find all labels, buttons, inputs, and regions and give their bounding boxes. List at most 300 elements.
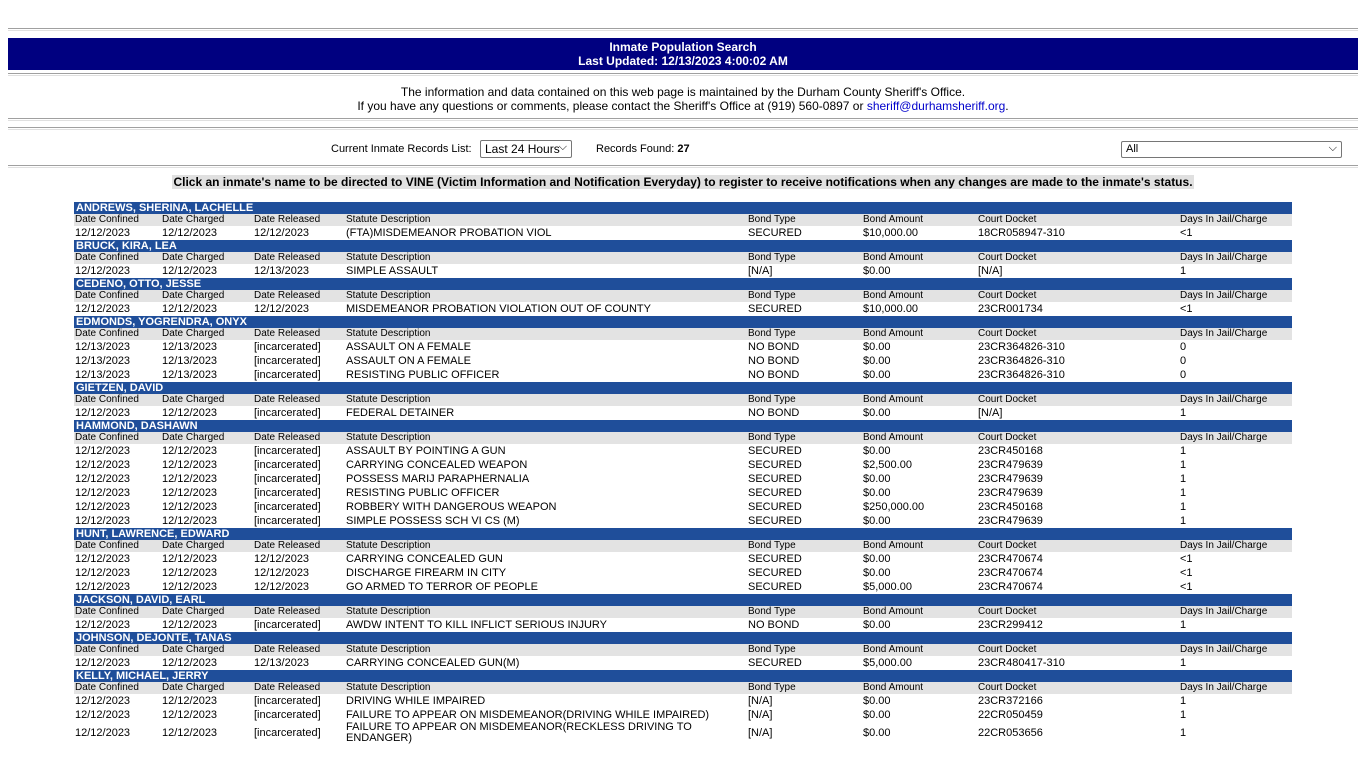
- statute-description-cell: MISDEMEANOR PROBATION VIOLATION OUT OF COUNTY: [346, 302, 651, 315]
- days-in-jail-cell: 1: [1180, 487, 1187, 499]
- statute-description-cell: POSSESS MARIJ PARAPHERNALIA: [346, 472, 530, 485]
- inmate-name-link[interactable]: KELLY, MICHAEL, JERRY: [74, 670, 1292, 682]
- date-charged-cell: 12/12/2023: [162, 459, 218, 471]
- date-released-cell: 12/12/2023: [254, 227, 310, 239]
- date-confined-cell: 12/12/2023: [75, 407, 131, 419]
- column-header-court-docket: Court Docket: [977, 606, 1179, 618]
- column-header-days-in-jail: Days In Jail/Charge: [1179, 290, 1292, 302]
- info-block: [8, 85, 1358, 113]
- column-header-date-charged: Date Charged: [161, 394, 253, 406]
- records-list-select[interactable]: [480, 140, 572, 158]
- column-header-bond-amount: Bond Amount: [862, 328, 977, 340]
- column-header-date-confined: Date Confined: [74, 682, 161, 694]
- statute-description-cell: RESISTING PUBLIC OFFICER: [346, 486, 500, 499]
- info-rule-top: [8, 118, 1358, 121]
- inmate-name-row: [74, 420, 1292, 432]
- chevron-down-icon: ⌵: [1328, 142, 1337, 154]
- days-in-jail-cell: <1: [1180, 581, 1193, 593]
- bond-amount-cell: $10,000.00: [863, 303, 919, 315]
- column-header-bond-type: Bond Type: [747, 540, 862, 552]
- column-header-court-docket: Court Docket: [977, 290, 1179, 302]
- court-docket-cell: 23CR470674: [978, 567, 1043, 579]
- date-charged-cell: 12/12/2023: [162, 727, 218, 739]
- days-in-jail-cell: 1: [1180, 445, 1187, 457]
- bond-amount-cell: $0.00: [863, 515, 891, 527]
- date-released-cell: [incarcerated]: [254, 501, 321, 513]
- date-confined-cell: 12/12/2023: [75, 657, 131, 669]
- bond-type-cell: [N/A]: [748, 709, 773, 721]
- date-charged-cell: 12/12/2023: [162, 567, 218, 579]
- column-header-bond-amount: Bond Amount: [862, 394, 977, 406]
- column-header-days-in-jail: Days In Jail/Charge: [1179, 394, 1292, 406]
- date-charged-cell: 12/12/2023: [162, 515, 218, 527]
- bond-type-cell: [N/A]: [748, 727, 773, 739]
- days-in-jail-cell: 0: [1180, 341, 1187, 353]
- column-header-statute-description: Statute Description: [345, 328, 747, 340]
- bond-amount-cell: $0.00: [863, 341, 891, 353]
- column-header-bond-type: Bond Type: [747, 682, 862, 694]
- column-header-date-confined: Date Confined: [74, 606, 161, 618]
- bond-type-cell: SECURED: [748, 657, 802, 669]
- bond-amount-cell: $0.00: [863, 407, 891, 419]
- days-in-jail-cell: 1: [1180, 407, 1187, 419]
- column-header-bond-type: Bond Type: [747, 328, 862, 340]
- column-header-date-charged: Date Charged: [161, 432, 253, 444]
- days-in-jail-cell: 1: [1180, 473, 1187, 485]
- date-released-cell: [incarcerated]: [254, 369, 321, 381]
- column-header-date-confined: Date Confined: [74, 252, 161, 264]
- bond-type-cell: NO BOND: [748, 407, 800, 419]
- column-header-row: [74, 432, 1292, 444]
- column-header-court-docket: Court Docket: [977, 644, 1179, 656]
- inmate-name-link[interactable]: EDMONDS, YOGRENDRA, ONYX: [74, 316, 1292, 328]
- date-released-cell: 12/13/2023: [254, 265, 310, 277]
- days-in-jail-cell: 1: [1180, 501, 1187, 513]
- charge-row: [74, 340, 1292, 354]
- column-header-court-docket: Court Docket: [977, 432, 1179, 444]
- bond-amount-cell: $5,000.00: [863, 657, 912, 669]
- court-docket-cell: 23CR479639: [978, 473, 1043, 485]
- column-header-row: [74, 252, 1292, 264]
- info-line-1: The information and data contained on this web page is maintained by the Durham County Sheriff's Office.: [400, 85, 966, 99]
- bond-amount-cell: $0.00: [863, 727, 891, 739]
- date-confined-cell: 12/12/2023: [75, 695, 131, 707]
- column-header-days-in-jail: Days In Jail/Charge: [1179, 682, 1292, 694]
- charge-row: [74, 618, 1292, 632]
- inmate-name-row: [74, 632, 1292, 644]
- date-released-cell: [incarcerated]: [254, 709, 321, 721]
- column-header-court-docket: Court Docket: [977, 214, 1179, 226]
- inmate-name-link[interactable]: BRUCK, KIRA, LEA: [74, 240, 1292, 252]
- email-link[interactable]: sheriff@durhamsheriff.org: [866, 99, 1006, 113]
- date-charged-cell: 12/12/2023: [162, 227, 218, 239]
- charge-row: [74, 580, 1292, 594]
- column-header-date-charged: Date Charged: [161, 682, 253, 694]
- days-in-jail-cell: 1: [1180, 727, 1187, 739]
- column-header-date-confined: Date Confined: [74, 394, 161, 406]
- column-header-date-released: Date Released: [253, 644, 345, 656]
- date-confined-cell: 12/12/2023: [75, 581, 131, 593]
- column-header-date-confined: Date Confined: [74, 290, 161, 302]
- column-header-row: [74, 682, 1292, 694]
- bond-amount-cell: $0.00: [863, 369, 891, 381]
- date-charged-cell: 12/13/2023: [162, 341, 218, 353]
- column-header-bond-type: Bond Type: [747, 644, 862, 656]
- bond-type-cell: SECURED: [748, 473, 802, 485]
- bond-type-cell: SECURED: [748, 515, 802, 527]
- date-confined-cell: 12/12/2023: [75, 487, 131, 499]
- column-header-bond-type: Bond Type: [747, 432, 862, 444]
- date-released-cell: [incarcerated]: [254, 619, 321, 631]
- column-header-statute-description: Statute Description: [345, 606, 747, 618]
- column-header-statute-description: Statute Description: [345, 290, 747, 302]
- column-header-date-charged: Date Charged: [161, 214, 253, 226]
- column-header-statute-description: Statute Description: [345, 682, 747, 694]
- statute-description-cell: DISCHARGE FIREARM IN CITY: [346, 566, 507, 579]
- inmate-name-link[interactable]: CEDENO, OTTO, JESSE: [74, 278, 1292, 290]
- charge-row: [74, 694, 1292, 708]
- records-found-label: Records Found:: [596, 143, 675, 155]
- court-docket-cell: 23CR470674: [978, 581, 1043, 593]
- court-docket-cell: 23CR470674: [978, 553, 1043, 565]
- court-docket-cell: 22CR053656: [978, 727, 1043, 739]
- date-confined-cell: 12/12/2023: [75, 515, 131, 527]
- bond-amount-cell: $2,500.00: [863, 459, 912, 471]
- column-header-bond-type: Bond Type: [747, 252, 862, 264]
- statute-description-cell: FAILURE TO APPEAR ON MISDEMEANOR(RECKLESS DRIVING TO ENDANGER): [346, 722, 692, 744]
- court-docket-cell: 23CR372166: [978, 695, 1043, 707]
- charge-row: [74, 354, 1292, 368]
- charge-row: [74, 302, 1292, 316]
- court-docket-cell: 23CR364826-310: [978, 369, 1065, 381]
- date-charged-cell: 12/12/2023: [162, 581, 218, 593]
- date-charged-cell: 12/12/2023: [162, 657, 218, 669]
- bond-amount-cell: $10,000.00: [863, 227, 919, 239]
- inmate-name-link[interactable]: HUNT, LAWRENCE, EDWARD: [74, 528, 1292, 540]
- inmate-name-row: [74, 594, 1292, 606]
- charge-row: [74, 264, 1292, 278]
- court-docket-cell: 18CR058947-310: [978, 227, 1065, 239]
- statute-description-cell: CARRYING CONCEALED GUN: [346, 552, 503, 565]
- bond-type-cell: [N/A]: [748, 265, 773, 277]
- charge-row: [74, 406, 1292, 420]
- bond-type-cell: SECURED: [748, 459, 802, 471]
- column-header-days-in-jail: Days In Jail/Charge: [1179, 540, 1292, 552]
- column-header-date-confined: Date Confined: [74, 540, 161, 552]
- days-in-jail-cell: 1: [1180, 515, 1187, 527]
- charge-row: [74, 500, 1292, 514]
- date-confined-cell: 12/12/2023: [75, 303, 131, 315]
- column-header-row: [74, 290, 1292, 302]
- column-header-bond-amount: Bond Amount: [862, 606, 977, 618]
- date-confined-cell: 12/12/2023: [75, 445, 131, 457]
- bond-type-cell: NO BOND: [748, 341, 800, 353]
- column-header-statute-description: Statute Description: [345, 644, 747, 656]
- inmate-name-link[interactable]: JOHNSON, DEJONTE, TANAS: [74, 632, 1292, 644]
- column-header-days-in-jail: Days In Jail/Charge: [1179, 432, 1292, 444]
- records-found-count: 27: [677, 143, 690, 155]
- days-in-jail-cell: <1: [1180, 567, 1193, 579]
- bond-type-cell: NO BOND: [748, 369, 800, 381]
- column-header-statute-description: Statute Description: [345, 394, 747, 406]
- date-charged-cell: 12/12/2023: [162, 445, 218, 457]
- statute-description-cell: SIMPLE POSSESS SCH VI CS (M): [346, 514, 520, 527]
- inmate-name-row: [74, 202, 1292, 214]
- column-header-bond-amount: Bond Amount: [862, 252, 977, 264]
- info-rule-bottom: [8, 127, 1358, 130]
- bond-amount-cell: $0.00: [863, 445, 891, 457]
- charge-row: [74, 368, 1292, 382]
- column-header-row: [74, 606, 1292, 618]
- statute-description-cell: SIMPLE ASSAULT: [346, 264, 439, 277]
- bond-amount-cell: $5,000.00: [863, 581, 912, 593]
- inmate-name-row: [74, 278, 1292, 290]
- date-confined-cell: 12/12/2023: [75, 501, 131, 513]
- column-header-bond-type: Bond Type: [747, 606, 862, 618]
- days-in-jail-cell: 1: [1180, 265, 1187, 277]
- court-docket-cell: 23CR299412: [978, 619, 1043, 631]
- column-header-court-docket: Court Docket: [977, 252, 1179, 264]
- column-header-date-confined: Date Confined: [74, 328, 161, 340]
- column-header-date-charged: Date Charged: [161, 290, 253, 302]
- inmate-name-link[interactable]: ANDREWS, SHERINA, LACHELLE: [74, 202, 1292, 214]
- statute-description-cell: FAILURE TO APPEAR ON MISDEMEANOR(DRIVING WHILE IMPAIRED): [346, 708, 710, 721]
- date-charged-cell: 12/12/2023: [162, 303, 218, 315]
- column-header-date-released: Date Released: [253, 432, 345, 444]
- court-docket-cell: 23CR479639: [978, 487, 1043, 499]
- bond-amount-cell: $0.00: [863, 487, 891, 499]
- column-header-statute-description: Statute Description: [345, 214, 747, 226]
- date-confined-cell: 12/12/2023: [75, 567, 131, 579]
- info-contact-text: If you have any questions or comments, please contact the Sheriff's Office at (919) 560-0897 or: [357, 99, 864, 113]
- search-controls: [8, 140, 1358, 160]
- bond-amount-cell: $0.00: [863, 619, 891, 631]
- records-list-value: Last 24 Hours: [485, 142, 560, 156]
- column-header-bond-amount: Bond Amount: [862, 214, 977, 226]
- column-header-date-charged: Date Charged: [161, 252, 253, 264]
- charge-row: [74, 472, 1292, 486]
- bond-amount-cell: $250,000.00: [863, 501, 925, 513]
- statute-description-cell: GO ARMED TO TERROR OF PEOPLE: [346, 580, 538, 593]
- date-released-cell: 12/13/2023: [254, 657, 310, 669]
- banner-rule: [8, 73, 1358, 76]
- bond-type-cell: SECURED: [748, 445, 802, 457]
- column-header-date-released: Date Released: [253, 394, 345, 406]
- court-docket-cell: [N/A]: [978, 265, 1003, 277]
- days-in-jail-cell: <1: [1180, 553, 1193, 565]
- bond-amount-cell: $0.00: [863, 355, 891, 367]
- charge-row: [74, 458, 1292, 472]
- date-released-cell: 12/12/2023: [254, 581, 310, 593]
- inmate-name-row: [74, 670, 1292, 682]
- date-confined-cell: 12/12/2023: [75, 459, 131, 471]
- charge-row: [74, 708, 1292, 722]
- court-docket-cell: [N/A]: [978, 407, 1003, 419]
- chevron-down-icon: ⌵: [558, 141, 567, 153]
- date-released-cell: [incarcerated]: [254, 445, 321, 457]
- column-header-row: [74, 214, 1292, 226]
- inmate-name-link[interactable]: GIETZEN, DAVID: [74, 382, 1292, 394]
- days-in-jail-cell: 1: [1180, 657, 1187, 669]
- charge-row: [74, 552, 1292, 566]
- date-confined-cell: 12/12/2023: [75, 227, 131, 239]
- column-header-date-released: Date Released: [253, 252, 345, 264]
- top-rule: [8, 28, 1358, 31]
- inmate-name-link[interactable]: HAMMOND, DASHAWN: [74, 420, 1292, 432]
- court-docket-cell: 23CR479639: [978, 459, 1043, 471]
- column-header-date-released: Date Released: [253, 290, 345, 302]
- date-confined-cell: 12/12/2023: [75, 553, 131, 565]
- last-updated: Last Updated: 12/13/2023 4:00:02 AM: [578, 54, 788, 68]
- column-header-bond-amount: Bond Amount: [862, 682, 977, 694]
- bond-amount-cell: $0.00: [863, 473, 891, 485]
- column-header-court-docket: Court Docket: [977, 394, 1179, 406]
- date-charged-cell: 12/12/2023: [162, 265, 218, 277]
- statute-description-cell: DRIVING WHILE IMPAIRED: [346, 694, 486, 707]
- charge-row: [74, 514, 1292, 528]
- date-confined-cell: 12/12/2023: [75, 473, 131, 485]
- column-header-days-in-jail: Days In Jail/Charge: [1179, 214, 1292, 226]
- date-charged-cell: 12/12/2023: [162, 553, 218, 565]
- column-header-bond-type: Bond Type: [747, 214, 862, 226]
- date-charged-cell: 12/12/2023: [162, 407, 218, 419]
- date-charged-cell: 12/13/2023: [162, 355, 218, 367]
- court-docket-cell: 23CR450168: [978, 501, 1043, 513]
- inmate-name-row: [74, 316, 1292, 328]
- days-in-jail-cell: 0: [1180, 369, 1187, 381]
- statute-description-cell: RESISTING PUBLIC OFFICER: [346, 368, 500, 381]
- column-header-statute-description: Statute Description: [345, 252, 747, 264]
- charge-row: [74, 444, 1292, 458]
- days-in-jail-cell: 0: [1180, 355, 1187, 367]
- records-list-label: Current Inmate Records List:: [331, 143, 472, 155]
- days-in-jail-cell: 1: [1180, 459, 1187, 471]
- vine-notice: [8, 175, 1358, 189]
- bond-type-cell: NO BOND: [748, 355, 800, 367]
- inmate-name-row: [74, 240, 1292, 252]
- column-header-court-docket: Court Docket: [977, 682, 1179, 694]
- column-header-date-released: Date Released: [253, 214, 345, 226]
- info-line-2: [8, 99, 1358, 113]
- statute-description-cell: ASSAULT BY POINTING A GUN: [346, 444, 506, 457]
- column-header-statute-description: Statute Description: [345, 432, 747, 444]
- column-header-row: [74, 644, 1292, 656]
- filter-select[interactable]: [1121, 141, 1342, 158]
- bond-type-cell: SECURED: [748, 227, 802, 239]
- date-charged-cell: 12/12/2023: [162, 501, 218, 513]
- date-released-cell: [incarcerated]: [254, 459, 321, 471]
- court-docket-cell: 23CR479639: [978, 515, 1043, 527]
- bond-type-cell: SECURED: [748, 501, 802, 513]
- date-released-cell: [incarcerated]: [254, 355, 321, 367]
- column-header-date-released: Date Released: [253, 606, 345, 618]
- date-released-cell: [incarcerated]: [254, 407, 321, 419]
- date-confined-cell: 12/12/2023: [75, 619, 131, 631]
- column-header-days-in-jail: Days In Jail/Charge: [1179, 606, 1292, 618]
- column-header-court-docket: Court Docket: [977, 540, 1179, 552]
- inmate-name-link[interactable]: JACKSON, DAVID, EARL: [74, 594, 1292, 606]
- column-header-bond-amount: Bond Amount: [862, 290, 977, 302]
- charge-row: [74, 722, 1292, 744]
- date-released-cell: 12/12/2023: [254, 303, 310, 315]
- charge-row: [74, 656, 1292, 670]
- inmate-name-row: [74, 382, 1292, 394]
- statute-description-cell: ROBBERY WITH DANGEROUS WEAPON: [346, 500, 557, 513]
- bond-amount-cell: $0.00: [863, 695, 891, 707]
- court-docket-cell: 22CR050459: [978, 709, 1043, 721]
- column-header-court-docket: Court Docket: [977, 328, 1179, 340]
- bond-type-cell: NO BOND: [748, 619, 800, 631]
- date-released-cell: [incarcerated]: [254, 695, 321, 707]
- bond-amount-cell: $0.00: [863, 553, 891, 565]
- column-header-date-charged: Date Charged: [161, 540, 253, 552]
- court-docket-cell: 23CR480417-310: [978, 657, 1065, 669]
- date-released-cell: [incarcerated]: [254, 487, 321, 499]
- date-confined-cell: 12/13/2023: [75, 369, 131, 381]
- column-header-date-released: Date Released: [253, 540, 345, 552]
- days-in-jail-cell: 1: [1180, 619, 1187, 631]
- statute-description-cell: CARRYING CONCEALED GUN(M): [346, 656, 520, 669]
- page-banner: [8, 38, 1358, 70]
- column-header-days-in-jail: Days In Jail/Charge: [1179, 328, 1292, 340]
- column-header-date-confined: Date Confined: [74, 644, 161, 656]
- charge-row: [74, 486, 1292, 500]
- column-header-date-charged: Date Charged: [161, 606, 253, 618]
- date-released-cell: [incarcerated]: [254, 727, 321, 739]
- date-confined-cell: 12/12/2023: [75, 265, 131, 277]
- inmate-table: [74, 202, 1292, 744]
- controls-rule: [8, 165, 1358, 168]
- statute-description-cell: ASSAULT ON A FEMALE: [346, 340, 471, 353]
- date-charged-cell: 12/12/2023: [162, 487, 218, 499]
- column-header-days-in-jail: Days In Jail/Charge: [1179, 252, 1292, 264]
- bond-amount-cell: $0.00: [863, 709, 891, 721]
- date-charged-cell: 12/12/2023: [162, 619, 218, 631]
- column-header-days-in-jail: Days In Jail/Charge: [1179, 644, 1292, 656]
- date-released-cell: [incarcerated]: [254, 515, 321, 527]
- charge-row: [74, 226, 1292, 240]
- date-confined-cell: 12/13/2023: [75, 341, 131, 353]
- date-confined-cell: 12/12/2023: [75, 709, 131, 721]
- court-docket-cell: 23CR450168: [978, 445, 1043, 457]
- days-in-jail-cell: 1: [1180, 695, 1187, 707]
- filter-value: All: [1126, 143, 1139, 155]
- date-released-cell: [incarcerated]: [254, 341, 321, 353]
- column-header-statute-description: Statute Description: [345, 540, 747, 552]
- court-docket-cell: 23CR001734: [978, 303, 1043, 315]
- statute-description-cell: FEDERAL DETAINER: [346, 406, 455, 419]
- date-released-cell: 12/12/2023: [254, 567, 310, 579]
- court-docket-cell: 23CR364826-310: [978, 355, 1065, 367]
- column-header-row: [74, 328, 1292, 340]
- statute-description-cell: (FTA)MISDEMEANOR PROBATION VIOL: [346, 226, 552, 239]
- column-header-bond-amount: Bond Amount: [862, 432, 977, 444]
- statute-description-cell: CARRYING CONCEALED WEAPON: [346, 458, 528, 471]
- court-docket-cell: 23CR364826-310: [978, 341, 1065, 353]
- date-charged-cell: 12/12/2023: [162, 709, 218, 721]
- date-released-cell: [incarcerated]: [254, 473, 321, 485]
- column-header-bond-type: Bond Type: [747, 394, 862, 406]
- date-confined-cell: 12/12/2023: [75, 727, 131, 739]
- date-confined-cell: 12/13/2023: [75, 355, 131, 367]
- bond-type-cell: SECURED: [748, 553, 802, 565]
- column-header-date-charged: Date Charged: [161, 328, 253, 340]
- days-in-jail-cell: <1: [1180, 303, 1193, 315]
- date-charged-cell: 12/13/2023: [162, 369, 218, 381]
- bond-type-cell: [N/A]: [748, 695, 773, 707]
- column-header-date-charged: Date Charged: [161, 644, 253, 656]
- column-header-bond-amount: Bond Amount: [862, 540, 977, 552]
